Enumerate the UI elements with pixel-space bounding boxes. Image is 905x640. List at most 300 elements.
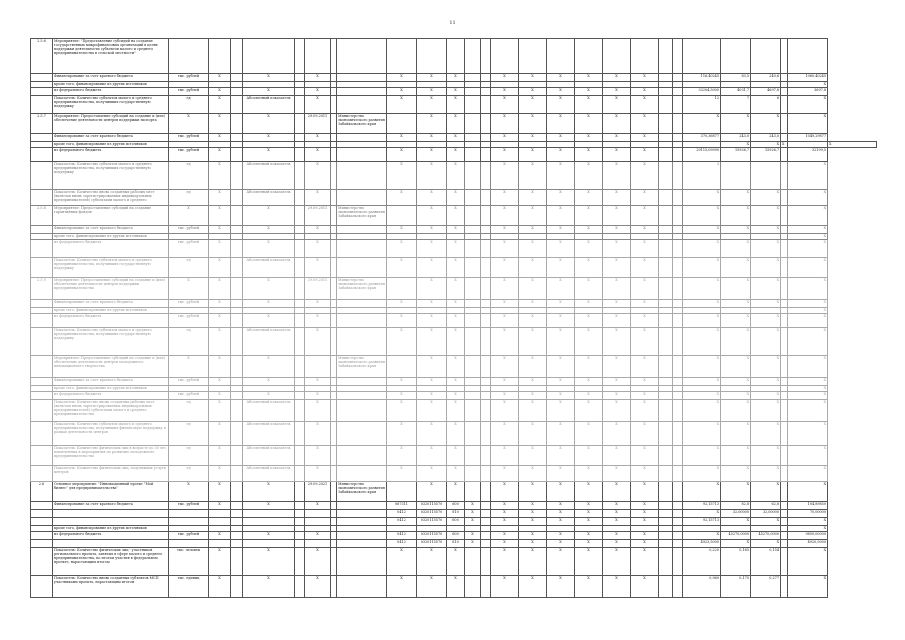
table-cell <box>481 39 491 74</box>
table-cell: X <box>721 446 751 466</box>
table-cell: X <box>547 226 575 234</box>
table-cell: X <box>603 392 631 400</box>
table-cell: X <box>209 162 231 190</box>
table-cell: X <box>751 378 781 386</box>
table-cell <box>465 162 481 190</box>
table-cell: X <box>519 148 547 162</box>
table-cell: X <box>305 88 331 96</box>
table-cell <box>295 548 305 576</box>
table-cell: X <box>547 378 575 386</box>
table-cell: X <box>243 378 295 386</box>
table-cell: 15926,7 <box>751 148 781 162</box>
table-cell: X <box>547 314 575 328</box>
table-cell: X <box>547 134 575 142</box>
table-cell: X <box>519 74 547 82</box>
table-cell: X <box>603 278 631 300</box>
table-cell <box>781 39 788 74</box>
table-cell: X <box>788 314 828 328</box>
table-row <box>31 548 877 576</box>
table-cell: X <box>751 190 781 206</box>
table-cell <box>781 422 788 446</box>
table-cell <box>295 226 305 234</box>
table-cell: X <box>603 96 631 114</box>
table-cell: X <box>631 502 659 510</box>
table-cell: X <box>465 502 481 510</box>
table-cell <box>31 96 53 114</box>
table-cell <box>721 39 751 74</box>
table-cell <box>481 314 491 328</box>
table-cell <box>659 356 673 378</box>
table-cell: 0320115570 <box>417 540 447 548</box>
table-cell: X <box>631 540 659 548</box>
table-cell: X <box>631 422 659 446</box>
table-cell <box>231 162 243 190</box>
table-cell <box>231 328 243 356</box>
table-cell <box>231 114 243 134</box>
table-cell <box>659 314 673 328</box>
table-cell: X <box>683 240 721 258</box>
table-cell: X <box>519 540 547 548</box>
table-cell <box>337 74 387 82</box>
table-cell <box>659 114 673 134</box>
table-cell: Мероприятие: Предоставление субсидий на создание гарантийных фондов <box>53 206 169 226</box>
table-cell <box>31 532 53 540</box>
table-cell: X <box>721 278 751 300</box>
table-cell <box>659 446 673 466</box>
table-row <box>31 328 877 356</box>
table-cell <box>781 548 788 576</box>
table-cell: X <box>788 482 828 502</box>
table-cell: 810 <box>447 510 465 518</box>
table-cell <box>781 88 788 96</box>
table-cell <box>673 190 683 206</box>
table-cell: X <box>603 518 631 526</box>
table-cell: X <box>519 314 547 328</box>
table-cell: X <box>603 540 631 548</box>
table-cell <box>337 190 387 206</box>
table-cell: X <box>547 114 575 134</box>
table-cell <box>231 240 243 258</box>
table-cell: X <box>447 148 465 162</box>
table-cell: Финансирование за счет краевого бюджета <box>53 502 169 510</box>
table-cell <box>659 162 673 190</box>
table-cell: X <box>209 482 231 502</box>
table-cell: X <box>547 576 575 598</box>
table-cell: X <box>575 532 603 540</box>
table-cell: X <box>721 314 751 328</box>
table-cell: X <box>243 300 295 308</box>
table-cell: X <box>491 300 519 308</box>
table-cell: X <box>519 502 547 510</box>
table-cell <box>673 206 683 226</box>
table-cell: 600 <box>447 518 465 526</box>
table-cell: X <box>491 258 519 278</box>
table-cell: X <box>631 134 659 142</box>
table-cell <box>231 576 243 598</box>
table-cell: Показатель: Количество физических лиц в возрасте до 30 лет, вовлеченных в мероприятия по развитию молодежного предпринимательства <box>53 446 169 466</box>
table-cell: X <box>387 96 417 114</box>
table-cell: 29.09.2021 <box>305 482 331 502</box>
table-cell <box>659 240 673 258</box>
table-cell <box>481 510 491 518</box>
table-cell: 2.5.9 <box>31 278 53 300</box>
table-cell: X <box>751 226 781 234</box>
table-cell <box>673 39 683 74</box>
table-cell <box>53 540 169 548</box>
table-cell: ед <box>169 190 209 206</box>
table-cell: X <box>519 466 547 482</box>
table-cell <box>781 300 788 308</box>
table-cell <box>465 278 481 300</box>
table-cell: тыс. рублей <box>169 240 209 258</box>
table-cell <box>305 510 331 518</box>
table-cell: 0320115570 <box>417 532 447 540</box>
table-row <box>31 446 877 466</box>
table-cell: X <box>417 422 447 446</box>
table-cell: 32,00000 <box>751 510 781 518</box>
table-cell: 4697,8 <box>751 88 781 96</box>
table-cell: X <box>447 206 465 226</box>
table-cell: X <box>631 300 659 308</box>
table-cell <box>465 314 481 328</box>
table-cell: Министерство экономического развития Забайкальского края <box>337 356 387 378</box>
table-cell: X <box>603 240 631 258</box>
table-cell: X <box>721 328 751 356</box>
table-cell <box>243 518 295 526</box>
table-cell: X <box>575 482 603 502</box>
table-cell: X <box>751 446 781 466</box>
table-cell <box>231 278 243 300</box>
table-cell: 600 <box>447 532 465 540</box>
table-cell <box>603 39 631 74</box>
table-cell <box>295 400 305 422</box>
table-cell: X <box>519 190 547 206</box>
table-cell: X <box>631 446 659 466</box>
table-cell: X <box>491 226 519 234</box>
table-cell: из федерального бюджета <box>53 392 169 400</box>
table-cell <box>481 466 491 482</box>
table-cell: Абсолютный показатель <box>243 400 295 422</box>
table-cell: X <box>721 114 751 134</box>
table-cell: X <box>169 206 209 226</box>
table-cell: X <box>547 532 575 540</box>
table-cell: X <box>387 466 417 482</box>
table-cell <box>295 482 305 502</box>
table-cell: тыс. рублей <box>169 226 209 234</box>
table-cell <box>337 226 387 234</box>
table-cell: X <box>417 328 447 356</box>
table-cell: X <box>788 206 828 226</box>
table-cell <box>519 39 547 74</box>
table-cell: ед <box>169 96 209 114</box>
table-cell: X <box>575 278 603 300</box>
table-cell: X <box>519 378 547 386</box>
table-cell: X <box>417 314 447 328</box>
table-cell <box>659 482 673 502</box>
table-cell <box>781 392 788 400</box>
table-cell: Мероприятие: Предоставление субсидий на создание и (или) обеспечение деятельности центров поддержки экспорта <box>53 114 169 134</box>
table-cell: Показатель: Количество вновь созданных рабочих мест (включая вновь зарегистрированных индивидуальных предпринимателей) субъектами малого и среднего <box>53 190 169 206</box>
table-cell <box>465 576 481 598</box>
table-cell: X <box>631 114 659 134</box>
table-cell <box>659 148 673 162</box>
table-cell: X <box>631 148 659 162</box>
table-cell <box>337 240 387 258</box>
table-cell: X <box>721 142 751 148</box>
table-cell: X <box>519 446 547 466</box>
table-cell: 104,89850 <box>788 502 828 510</box>
table-cell <box>659 422 673 446</box>
table-cell <box>781 400 788 422</box>
table-cell <box>231 518 243 526</box>
table-cell: X <box>209 576 231 598</box>
table-cell <box>209 39 231 74</box>
table-cell <box>231 300 243 308</box>
table-cell: X <box>417 446 447 466</box>
table-cell <box>465 88 481 96</box>
table-cell: X <box>575 356 603 378</box>
table-cell: X <box>788 96 828 114</box>
table-cell: X <box>519 96 547 114</box>
table-cell <box>295 466 305 482</box>
table-cell: X <box>209 400 231 422</box>
table-cell: X <box>547 510 575 518</box>
table-cell <box>169 510 209 518</box>
table-cell: X <box>788 446 828 466</box>
table-cell: X <box>631 510 659 518</box>
table-cell: X <box>751 314 781 328</box>
table-cell: X <box>305 328 331 356</box>
table-cell <box>481 206 491 226</box>
table-cell: X <box>417 548 447 576</box>
table-cell: X <box>447 300 465 308</box>
table-cell: 3697,8 <box>788 88 828 96</box>
table-cell: X <box>243 356 295 378</box>
table-cell <box>169 518 209 526</box>
table-row <box>31 148 877 162</box>
table-cell <box>465 422 481 446</box>
table-cell <box>465 466 481 482</box>
table-cell: X <box>631 240 659 258</box>
table-cell: X <box>209 114 231 134</box>
table-cell <box>337 576 387 598</box>
table-cell <box>295 162 305 190</box>
table-cell <box>491 39 519 74</box>
table-cell <box>169 540 209 548</box>
table-cell: X <box>519 162 547 190</box>
table-cell: X <box>387 576 417 598</box>
table-cell: X <box>447 74 465 82</box>
table-cell: X <box>603 328 631 356</box>
table-cell: X <box>631 466 659 482</box>
table-cell <box>295 540 305 548</box>
table-cell <box>481 88 491 96</box>
table-cell <box>481 134 491 142</box>
table-cell <box>465 392 481 400</box>
table-cell <box>31 314 53 328</box>
table-cell: X <box>491 74 519 82</box>
table-cell: 2.6 <box>31 482 53 502</box>
table-cell: X <box>305 258 331 278</box>
table-cell <box>659 328 673 356</box>
table-cell: X <box>575 300 603 308</box>
table-cell <box>295 206 305 226</box>
table-cell: X <box>387 300 417 308</box>
table-cell: X <box>547 422 575 446</box>
table-cell: X <box>447 466 465 482</box>
table-cell: X <box>447 88 465 96</box>
table-cell <box>481 518 491 526</box>
table-cell: X <box>465 518 481 526</box>
table-cell <box>465 134 481 142</box>
table-row <box>31 422 877 446</box>
table-cell: X <box>243 314 295 328</box>
table-cell <box>337 502 387 510</box>
table-cell: ед <box>169 162 209 190</box>
table-cell: X <box>603 510 631 518</box>
table-cell: 0412 <box>387 540 417 548</box>
table-cell: Показатель: Количество субъектов малого и среднего предпринимательства, получивших государственную поддержку <box>53 162 169 190</box>
table-cell: из федерального бюджета <box>53 88 169 96</box>
table-cell: Абсолютный показатель <box>243 258 295 278</box>
table-cell: X <box>519 114 547 134</box>
table-cell: X <box>169 278 209 300</box>
table-cell: X <box>631 278 659 300</box>
table-cell: X <box>447 278 465 300</box>
table-cell: X <box>575 240 603 258</box>
table-cell: X <box>519 328 547 356</box>
table-cell <box>673 482 683 502</box>
table-cell: X <box>387 548 417 576</box>
table-cell <box>781 190 788 206</box>
table-cell: X <box>788 386 828 392</box>
table-cell: Министерство экономического развития Забайкальского края <box>337 206 387 226</box>
table-cell: X <box>243 148 295 162</box>
table-cell: X <box>721 482 751 502</box>
table-cell: X <box>603 226 631 234</box>
table-cell: кроме того, финансирование из других источников <box>53 308 169 314</box>
table-cell: X <box>447 134 465 142</box>
table-cell <box>295 378 305 386</box>
table-row <box>31 190 877 206</box>
table-cell: 29.09.2011 <box>305 114 331 134</box>
table-cell: X <box>721 258 751 278</box>
table-cell: X <box>519 548 547 576</box>
table-cell <box>31 378 53 386</box>
table-cell: X <box>721 518 751 526</box>
table-cell: X <box>751 482 781 502</box>
table-row <box>31 540 877 548</box>
table-cell: X <box>751 206 781 226</box>
table-cell <box>243 540 295 548</box>
table-cell <box>295 356 305 378</box>
table-cell: тыс. рублей <box>169 314 209 328</box>
table-cell: Финансирование за счет краевого бюджета <box>53 300 169 308</box>
table-cell <box>659 540 673 548</box>
table-cell <box>295 278 305 300</box>
table-cell <box>659 532 673 540</box>
table-cell: X <box>447 314 465 328</box>
table-cell: 2.5.6 <box>31 39 53 74</box>
table-cell <box>481 226 491 234</box>
table-cell: X <box>751 328 781 356</box>
table-cell: X <box>683 532 721 540</box>
table-cell: X <box>169 114 209 134</box>
table-row <box>31 314 877 328</box>
table-cell: из федерального бюджета <box>53 148 169 162</box>
table-cell: 83,5 <box>721 74 751 82</box>
table-cell: X <box>417 148 447 162</box>
table-cell <box>673 328 683 356</box>
table-cell: X <box>788 328 828 356</box>
table-cell: X <box>243 206 295 226</box>
table-cell: X <box>387 88 417 96</box>
table-row <box>31 300 877 308</box>
table-cell <box>31 422 53 446</box>
table-cell: Абсолютный показатель <box>243 446 295 466</box>
table-cell: X <box>491 502 519 510</box>
table-cell <box>465 548 481 576</box>
table-row <box>31 278 877 300</box>
table-cell <box>387 206 417 226</box>
table-cell: 45270,0000 <box>751 532 781 540</box>
table-cell <box>31 392 53 400</box>
table-cell <box>31 300 53 308</box>
table-cell: X <box>209 96 231 114</box>
table-cell: X <box>683 278 721 300</box>
table-cell: X <box>575 328 603 356</box>
table-cell <box>465 96 481 114</box>
table-cell: X <box>209 422 231 446</box>
table-cell: X <box>631 74 659 82</box>
table-cell <box>31 540 53 548</box>
table-cell <box>659 206 673 226</box>
table-cell: X <box>788 82 828 88</box>
table-cell: X <box>491 400 519 422</box>
table-cell: Показатель: Количество субъектов малого и среднего предпринимательства, получивших государственную поддержку <box>53 258 169 278</box>
table-cell: X <box>447 548 465 576</box>
table-cell: X <box>491 532 519 540</box>
table-cell <box>295 510 305 518</box>
table-cell <box>337 328 387 356</box>
table-cell: X <box>547 190 575 206</box>
table-cell: X <box>751 400 781 422</box>
table-cell <box>31 258 53 278</box>
table-cell <box>387 482 417 502</box>
table-cell: X <box>519 88 547 96</box>
table-cell <box>673 300 683 308</box>
table-cell: 600 <box>447 502 465 510</box>
table-cell <box>781 226 788 234</box>
table-cell: X <box>575 466 603 482</box>
table-cell <box>295 328 305 356</box>
table-cell: X <box>603 134 631 142</box>
table-cell <box>465 74 481 82</box>
table-cell: X <box>721 400 751 422</box>
table-cell: X <box>305 300 331 308</box>
table-cell: X <box>491 206 519 226</box>
table-cell: X <box>417 134 447 142</box>
table-cell: 0,154 <box>751 548 781 576</box>
table-cell <box>481 240 491 258</box>
table-cell <box>295 74 305 82</box>
table-cell: X <box>519 400 547 422</box>
table-cell: X <box>547 502 575 510</box>
table-cell: X <box>788 576 828 598</box>
table-cell: X <box>387 226 417 234</box>
table-cell <box>337 134 387 142</box>
table-cell <box>683 39 721 74</box>
